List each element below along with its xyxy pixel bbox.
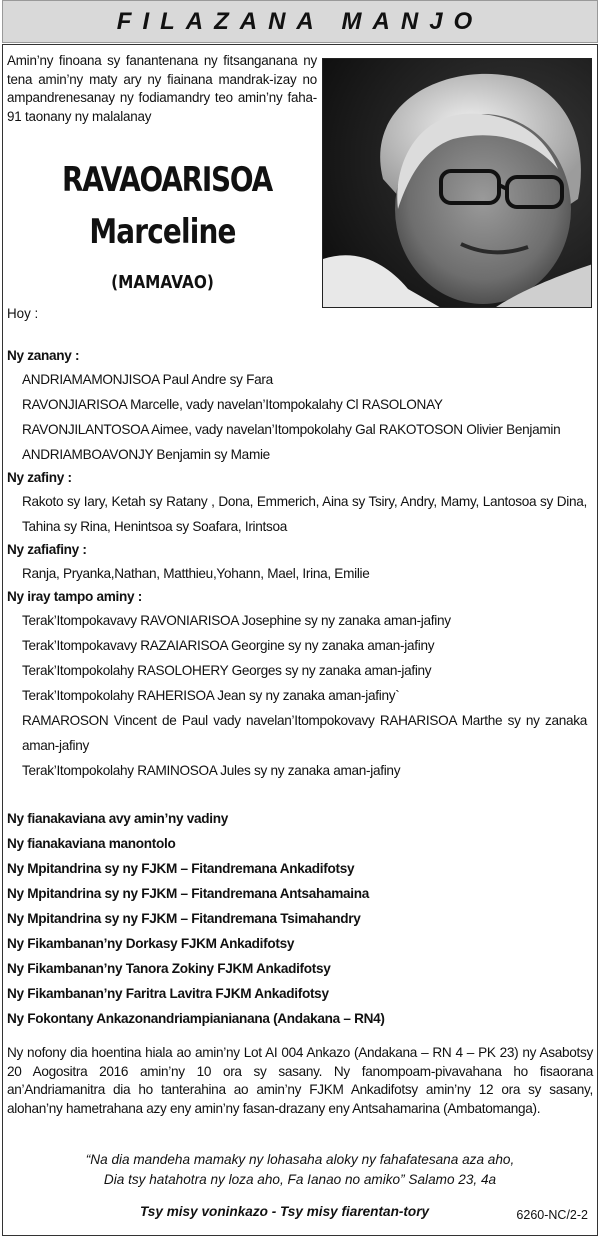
siblings-line: Terak’Itompokolahy RASOLOHERY Georges sy ny zanaka aman-jafiny [22,663,432,678]
quote-line: “Na dia mandeha mamaky ny lohasaha aloky ny fahafatesana aza aho, [85,1152,515,1167]
section-title-great-grandchildren: Ny zafiafiny : [7,542,87,557]
acknowledgement-item: Ny fianakaviana manontolo [7,836,176,851]
acknowledgement-item: Ny Mpitandrina sy ny FJKM – Fitandremana Tsimahandry [7,911,361,926]
section-title-children: Ny zanany : [7,348,80,363]
acknowledgements-list [7,806,593,1031]
grandchildren-line: Rakoto sy Iary, Ketah sy Ratany , Dona, Emmerich, Aina sy Tsiry, Andry, Mamy, Lantosoa sy Dina, Tahina sy Rina, Henintsoa sy Soafara, Irintsoa [22,494,587,534]
acknowledgement-item: Ny Mpitandrina sy ny FJKM – Fitandremana Antsahamaina [7,886,370,901]
reference-code: 6260-NC/2-2 [516,1208,588,1222]
great-grandchildren-line: Ranja, Pryanka,Nathan, Matthieu,Yohann, Mael, Irina, Emilie [22,566,370,581]
acknowledgement-item: Ny fianakaviana avy amin’ny vadiny [7,811,229,826]
acknowledgement-item: Ny Fikambanan’ny Faritra Lavitra FJKM Ankadifotsy [7,986,329,1001]
header-banner [2,0,598,43]
scripture-quote [30,1150,570,1190]
children-line: RAVONJIARISOA Marcelle, vady navelan’Itompokalahy Cl RASOLONAY [22,397,443,412]
portrait-photo [322,58,592,308]
children-line: ANDRIAMBOAVONJY Benjamin sy Mamie [22,447,270,462]
acknowledgement-item: Ny Mpitandrina sy ny FJKM – Fitandremana Ankadifotsy [7,861,355,876]
portrait-image [323,59,592,308]
header-title: FILAZANA MANJO [116,7,484,35]
siblings-line: Terak’Itompokavavy RAVONIARISOA Josephine sy ny zanaka aman-jafiny [22,613,451,628]
intro-paragraph: Amin’ny finoana sy fanantenana ny fitsanganana ny tena amin’ny maty ary ny fiainana mandrak-izay no ampandrenesanay ny fodiamandry teo amin’ny faha-91 taonany ny malalanay [7,53,317,124]
hoy-label: Hoy : [7,306,39,321]
acknowledgement-item: Ny Fokontany Ankazonandriampianianana (Andakana – RN4) [7,1011,385,1026]
deceased-firstname: Marceline [89,212,236,252]
acknowledgement-item: Ny Fikambanan’ny Dorkasy FJKM Ankadifotsy [7,936,295,951]
section-title-siblings: Ny iray tampo aminy : [7,589,142,604]
quote-line: Dia tsy hatahotra ny loza aho, Fa Ianao no amiko” Salamo 23, 4a [103,1172,497,1187]
funeral-notice: Ny nofony dia hoentina hiala ao amin’ny Lot AI 004 Ankazo (Andakana – RN 4 – PK 23) ny Asabotsy 20 Aogositra 2016 amin’ny 10 ora sy sasany. Ny fanompoam-pivavahana ho fisaorana an’Andriamanitra dia ho tanterahina ao amin’ny FJKM Ankadifotsy amin’ny 12 ora sy sasany, alohan’ny hametrahana azy eny amin’ny fasan-drazany eny Antsahamarina (Ambatomanga). [7,1045,593,1116]
siblings-line: Terak’Itompokavavy RAZAIARISOA Georgine sy ny zanaka aman-jafiny [22,638,435,653]
siblings-line: RAMAROSON Vincent de Paul vady navelan’Itompokovavy RAHARISOA Marthe sy ny zanaka aman-jafiny [22,713,587,753]
section-title-grandchildren: Ny zafiny : [7,470,72,485]
acknowledgement-item: Ny Fikambanan’ny Tanora Zokiny FJKM Ankadifotsy [7,961,331,976]
footer-note: Tsy misy voninkazo - Tsy misy fiarentan-tory [140,1204,430,1219]
siblings-line: Terak’Itompokolahy RAHERISOA Jean sy ny zanaka aman-jafiny` [22,688,400,703]
children-line: RAVONJILANTOSOA Aimee, vady navelan’Itompokolahy Gal RAKOTOSON Olivier Benjamin [22,422,561,437]
deceased-nickname: (MAMAVAO) [111,272,214,293]
deceased-surname: RAVAOARISOA [62,160,272,200]
siblings-line: Terak’Itompokolahy RAMINOSOA Jules sy ny zanaka aman-jafiny [22,763,401,778]
family-sections [7,345,593,783]
children-line: ANDRIAMAMONJISOA Paul Andre sy Fara [22,372,273,387]
